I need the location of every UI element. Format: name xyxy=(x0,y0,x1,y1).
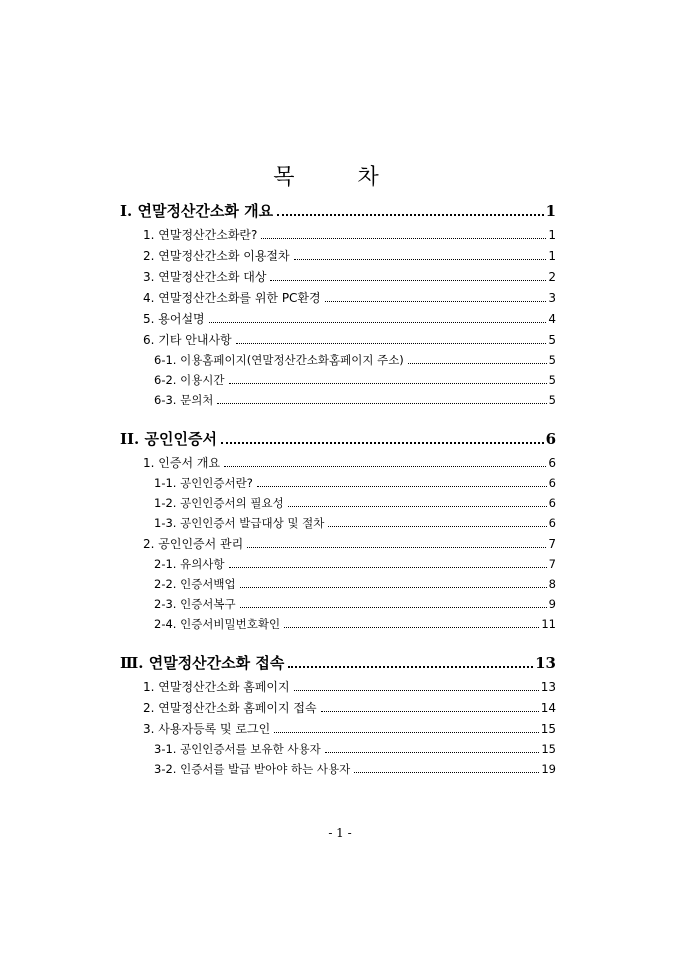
toc-item-page-number: 1 xyxy=(548,228,556,242)
dot-leader xyxy=(240,587,547,588)
page-number-footer: - 1 - xyxy=(328,826,352,840)
toc-item-page-number: 14 xyxy=(540,701,556,715)
toc-item-label: 1. 인증서 개요 xyxy=(143,456,221,470)
toc-item-page-number: 3 xyxy=(548,291,556,305)
toc-chapter xyxy=(0,200,556,226)
toc-subitem-page-number: 9 xyxy=(548,597,556,611)
toc-subitem-label: 6-1. 이용홈페이지(연말정산간소화홈페이지 주소) xyxy=(154,353,404,367)
toc-item xyxy=(0,720,556,741)
dot-leader xyxy=(288,506,547,507)
toc-item-page-number: 1 xyxy=(548,249,556,263)
toc-item-page-number: 5 xyxy=(548,333,556,347)
toc-subitem-page-number: 19 xyxy=(541,762,556,776)
toc-item-page-number: 2 xyxy=(548,270,556,284)
toc-subitem-label: 1-2. 공인인증서의 필요성 xyxy=(154,496,284,510)
toc-subitem-page-number: 7 xyxy=(548,557,556,571)
toc-subitem xyxy=(0,761,556,781)
toc-subitem-page-number: 15 xyxy=(541,742,556,756)
toc-subitem xyxy=(0,475,556,495)
dot-leader xyxy=(261,238,546,239)
toc-item xyxy=(0,310,556,331)
toc-chapter-label: Ⅲ. 연말정산간소화 접속 xyxy=(120,654,285,672)
toc-subitem xyxy=(0,352,556,372)
toc-subitem xyxy=(0,596,556,616)
toc-item-page-number: 4 xyxy=(548,312,556,326)
toc-subitem-page-number: 6 xyxy=(548,516,556,530)
toc-item-page-number: 7 xyxy=(548,537,556,551)
page-title: 목 차 xyxy=(273,165,407,190)
toc-item-label: 5. 용어설명 xyxy=(143,312,205,326)
dot-leader xyxy=(288,666,533,668)
toc-subitem-label: 3-1. 공인인증서를 보유한 사용자 xyxy=(154,742,321,756)
toc-subitem-label: 3-2. 인증서를 발급 받아야 하는 사용자 xyxy=(154,762,351,776)
toc-chapter-label: Ⅰ. 연말정산간소화 개요 xyxy=(120,202,274,220)
dot-leader xyxy=(209,322,547,323)
toc-subitem xyxy=(0,576,556,596)
toc-section xyxy=(0,200,680,412)
toc-chapter xyxy=(0,428,556,454)
toc-subitem xyxy=(0,372,556,392)
toc-chapter-page-number: 6 xyxy=(545,430,556,448)
toc-item xyxy=(0,247,556,268)
toc-item-label: 4. 연말정산간소화를 위한 PC환경 xyxy=(143,291,321,305)
toc-item xyxy=(0,699,556,720)
toc-item-label: 1. 연말정산간소화란? xyxy=(143,228,258,242)
dot-leader xyxy=(217,403,546,404)
toc-section xyxy=(0,428,680,636)
toc-subitem-page-number: 5 xyxy=(548,393,556,407)
dot-leader xyxy=(325,752,540,753)
dot-leader xyxy=(221,442,544,444)
toc-subitem-label: 2-2. 인증서백업 xyxy=(154,577,236,591)
dot-leader xyxy=(321,711,539,712)
dot-leader xyxy=(294,259,547,260)
dot-leader xyxy=(294,690,539,691)
dot-leader xyxy=(354,772,539,773)
dot-leader xyxy=(277,214,543,216)
toc-item-label: 3. 연말정산간소화 대상 xyxy=(143,270,267,284)
toc-subitem-page-number: 5 xyxy=(548,353,556,367)
dot-leader xyxy=(229,567,547,568)
toc-subitem-label: 2-4. 인증서비밀번호확인 xyxy=(154,617,281,631)
toc-subitem xyxy=(0,741,556,761)
toc-subitem-label: 2-3. 인증서복구 xyxy=(154,597,236,611)
toc-subitem xyxy=(0,556,556,576)
toc-subitem xyxy=(0,515,556,535)
toc-chapter-label: II. 공인인증서 xyxy=(120,430,217,448)
dot-leader xyxy=(408,363,547,364)
dot-leader xyxy=(328,526,546,527)
dot-leader xyxy=(224,466,546,467)
toc-subitem xyxy=(0,495,556,515)
dot-leader xyxy=(229,383,547,384)
toc-subitem-page-number: 6 xyxy=(548,476,556,490)
toc-item-label: 6. 기타 안내사항 xyxy=(143,333,232,347)
table-of-contents xyxy=(0,200,680,797)
dot-leader xyxy=(325,301,547,302)
toc-subitem-page-number: 6 xyxy=(548,496,556,510)
toc-section xyxy=(0,652,680,781)
dot-leader xyxy=(257,486,547,487)
toc-item xyxy=(0,289,556,310)
toc-item-label: 2. 연말정산간소화 이용절차 xyxy=(143,249,290,263)
toc-item xyxy=(0,268,556,289)
dot-leader xyxy=(274,732,538,733)
toc-chapter-page-number: 13 xyxy=(535,654,556,672)
toc-subitem-label: 1-1. 공인인증서란? xyxy=(154,476,253,490)
toc-subitem-label: 1-3. 공인인증서 발급대상 및 절차 xyxy=(154,516,325,530)
toc-subitem xyxy=(0,616,556,636)
toc-item-label: 2. 연말정산간소화 홈페이지 접속 xyxy=(143,701,317,715)
toc-item xyxy=(0,226,556,247)
dot-leader xyxy=(240,607,547,608)
toc-subitem-label: 6-3. 문의처 xyxy=(154,393,214,407)
toc-item-label: 2. 공인인증서 관리 xyxy=(143,537,244,551)
toc-subitem-page-number: 5 xyxy=(548,373,556,387)
dot-leader xyxy=(270,280,546,281)
dot-leader xyxy=(236,343,547,344)
toc-subitem-page-number: 11 xyxy=(541,617,556,631)
toc-item-label: 3. 사용자등록 및 로그인 xyxy=(143,722,271,736)
toc-subitem-page-number: 8 xyxy=(548,577,556,591)
toc-chapter-page-number: 1 xyxy=(545,202,556,220)
toc-item-page-number: 15 xyxy=(540,722,556,736)
toc-item-page-number: 13 xyxy=(540,680,556,694)
toc-item-page-number: 6 xyxy=(548,456,556,470)
toc-subitem-label: 6-2. 이용시간 xyxy=(154,373,225,387)
dot-leader xyxy=(284,627,539,628)
toc-subitem xyxy=(0,392,556,412)
dot-leader xyxy=(247,547,546,548)
toc-chapter xyxy=(0,652,556,678)
toc-subitem-label: 2-1. 유의사항 xyxy=(154,557,225,571)
toc-item xyxy=(0,535,556,556)
toc-item xyxy=(0,678,556,699)
toc-item xyxy=(0,454,556,475)
toc-item-label: 1. 연말정산간소화 홈페이지 xyxy=(143,680,290,694)
toc-item xyxy=(0,331,556,352)
